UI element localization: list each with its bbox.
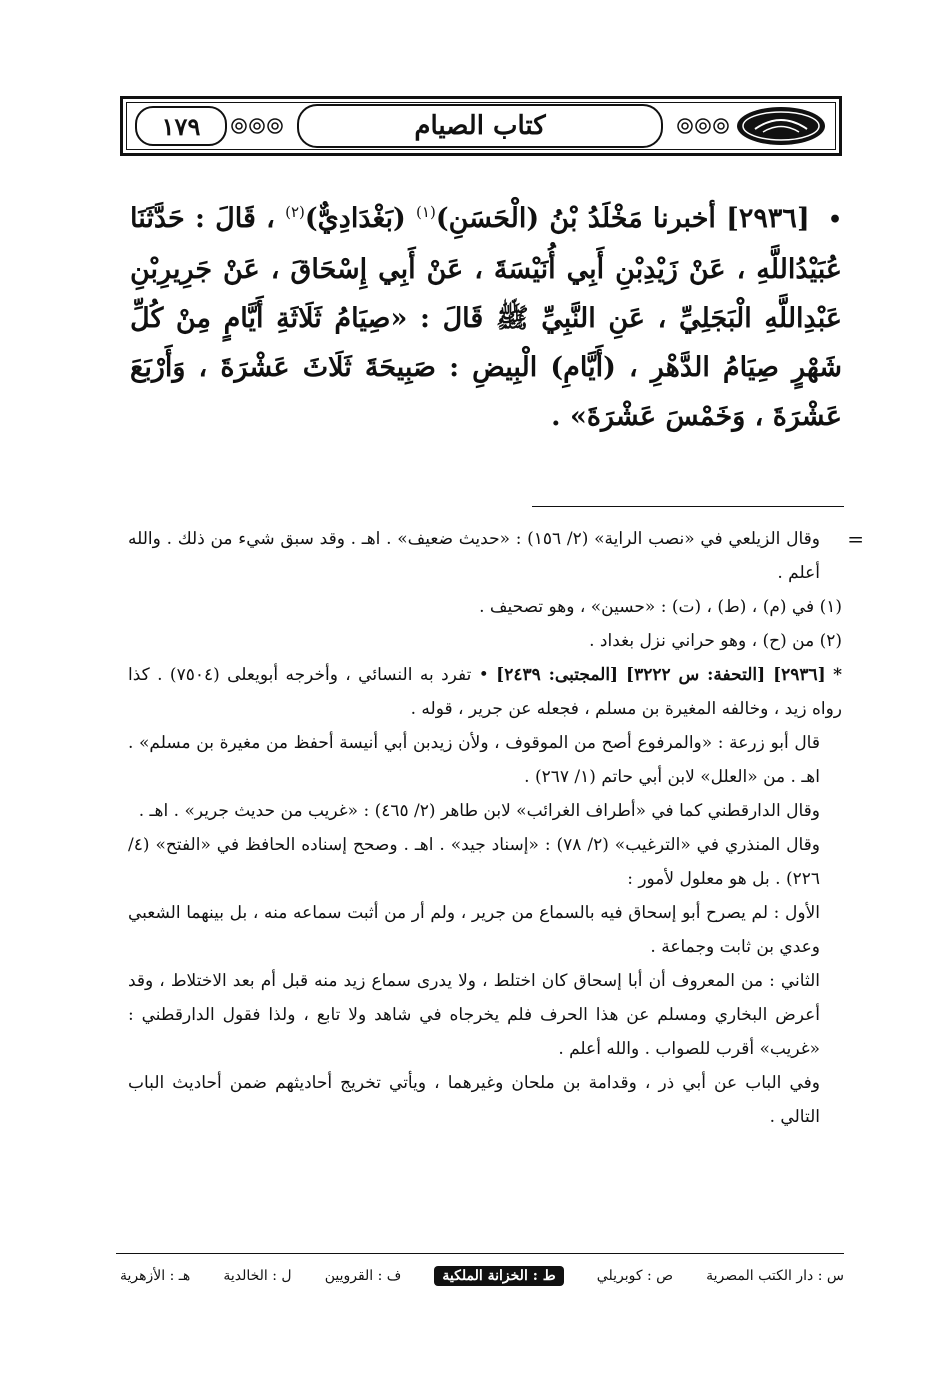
hadith-line1-b: (بَغْدَادِيٌّ): [304, 203, 406, 234]
takhrij-head: [٢٩٣٦] [التحفة: س ٣٢٢٢] [المجتبى: ٢٤٣٩]: [496, 665, 826, 685]
legend-item: ل : الخالدية: [223, 1268, 292, 1284]
star-marker: *: [833, 665, 842, 685]
page-header: [120, 96, 842, 156]
note-paragraph: الثاني : من المعروف أن أبا إسحاق كان اختلط ، ولا يدرى سماع زيد منه قبل أم بعد الاختلاط ، وقد أعرض البخاري ومسلم عن هذا الحرف فلم يخرجاه في شاهد ولا تابع ، ولذا فقول الدارقطني : «غريب» أقرب للصواب . والله أعلم .: [128, 971, 820, 1059]
note-paragraph: وقال الدارقطني كما في «أطراف الغرائب» لابن طاهر (٢/ ٤٦٥) : «غريب من حديث جرير» . اهـ .: [138, 801, 820, 821]
bullet: •: [827, 207, 843, 233]
footnote-1: (١) في (م) ، (ط) ، (ت) : «حسين» ، وهو تصحيف .: [479, 597, 842, 617]
legend-item: س : دار الكتب المصرية: [706, 1268, 844, 1284]
note-paragraph: الأول : لم يصرح أبو إسحاق فيه بالسماع من جرير ، ولم أر من أثبت سماعه منه ، بل بينهما الشعبي وعدي بن ثابت وجماعة .: [128, 903, 820, 957]
hadith-line1-c: ، قَالَ : حَدَّثَنَا عُبَيْدُاللَّهِ ،: [130, 203, 842, 285]
takhrij-entry: [128, 658, 842, 726]
note-paragraph: وقال المنذري في «الترغيب» (٢/ ٧٨) : «إسناد جيد» . اهـ . وصحح إسناده الحافظ في «الفتح» (٤/ ٢٢٦) . بل هو معلول لأمور :: [128, 835, 820, 889]
legend-item: ف : القرويين: [324, 1268, 402, 1284]
ornament-right-icon: [673, 106, 733, 146]
takhrij-body: • تفرد به النسائي ، وأخرجه أبويعلى (٧٥٠٤) . كذا رواه زيد ، وخالفه المغيرة بن مسلم ، فجعله عن جرير ، قوله .: [128, 665, 842, 719]
legend-item-highlighted: ط : الخزانة الملكية: [434, 1266, 563, 1286]
hadith-text: [130, 188, 842, 441]
hadith-line2: عَنْ زَيْدِبْنِ أَبِي أُنَيْسَةَ ، عَنْ أَبِي إِسْحَاقَ ، عَنْ جَرِيرِبْنِ عَبْدِاللَّهِ الْبَجَلِيِّ ، عَنِ: [130, 254, 842, 334]
footnote-separator: [532, 506, 844, 507]
note-paragraph: وفي الباب عن أبي ذر ، وقدامة بن ملحان وغيرهما ، ويأتي تخريج أحاديثهم ضمن أحاديث الباب التالي .: [128, 1073, 820, 1127]
hadith-line3: النَّبِيِّ ﷺ قَالَ : «صِيَامُ ثَلَاثَةِ أَيَّامٍ مِنْ كُلِّ شَهْرٍ صِيَامُ الدَّهْرِ ، (أَيَّامِ) الْبِيضِ :: [130, 303, 842, 383]
footnote-ref-2: (٢): [285, 203, 305, 221]
legend-item: هـ : الأزهرية: [120, 1268, 191, 1284]
manuscript-legend: [120, 1260, 844, 1292]
legend-item: ص : كوبريلي: [596, 1268, 674, 1284]
hadith-number: [٢٩٣٦]: [726, 203, 810, 234]
page-number: ١٧٩: [135, 106, 227, 146]
footnote-ref-1: (١): [416, 203, 436, 221]
footnote-2: (٢) من (ح) ، وهو حراني نزل بغداد .: [589, 631, 842, 651]
hadith-line1-a: أخبرنا مَخْلَدُ بْنُ (الْحَسَنِ): [435, 203, 716, 234]
continuation-mark: =: [847, 527, 864, 551]
hadith-line4: صَبِيحَةَ ثَلَاثَ عَشْرَةَ ، وَأَرْبَعَ عَشْرَةَ ، وَخَمْسَ عَشْرَةَ» .: [130, 352, 842, 432]
book-title: كتاب الصيام: [297, 104, 663, 148]
ornament-left-icon: [227, 106, 287, 146]
book-logo-icon: [733, 104, 829, 148]
note-paragraph: قال أبو زرعة : «والمرفوع أصح من الموقوف ، ولأن زيدبن أبي أنيسة أحفظ من مغيرة بن مسلم» . اهـ . من «العلل» لابن أبي حاتم (١/ ٢٦٧) .: [128, 733, 820, 787]
footnotes: [128, 522, 864, 1134]
note-paragraph: وقال الزيلعي في «نصب الراية» (٢/ ١٥٦) : «حديث ضعيف» . اهـ . وقد سبق شيء من ذلك . والله أعلم .: [128, 529, 820, 583]
legend-separator: [116, 1253, 844, 1254]
